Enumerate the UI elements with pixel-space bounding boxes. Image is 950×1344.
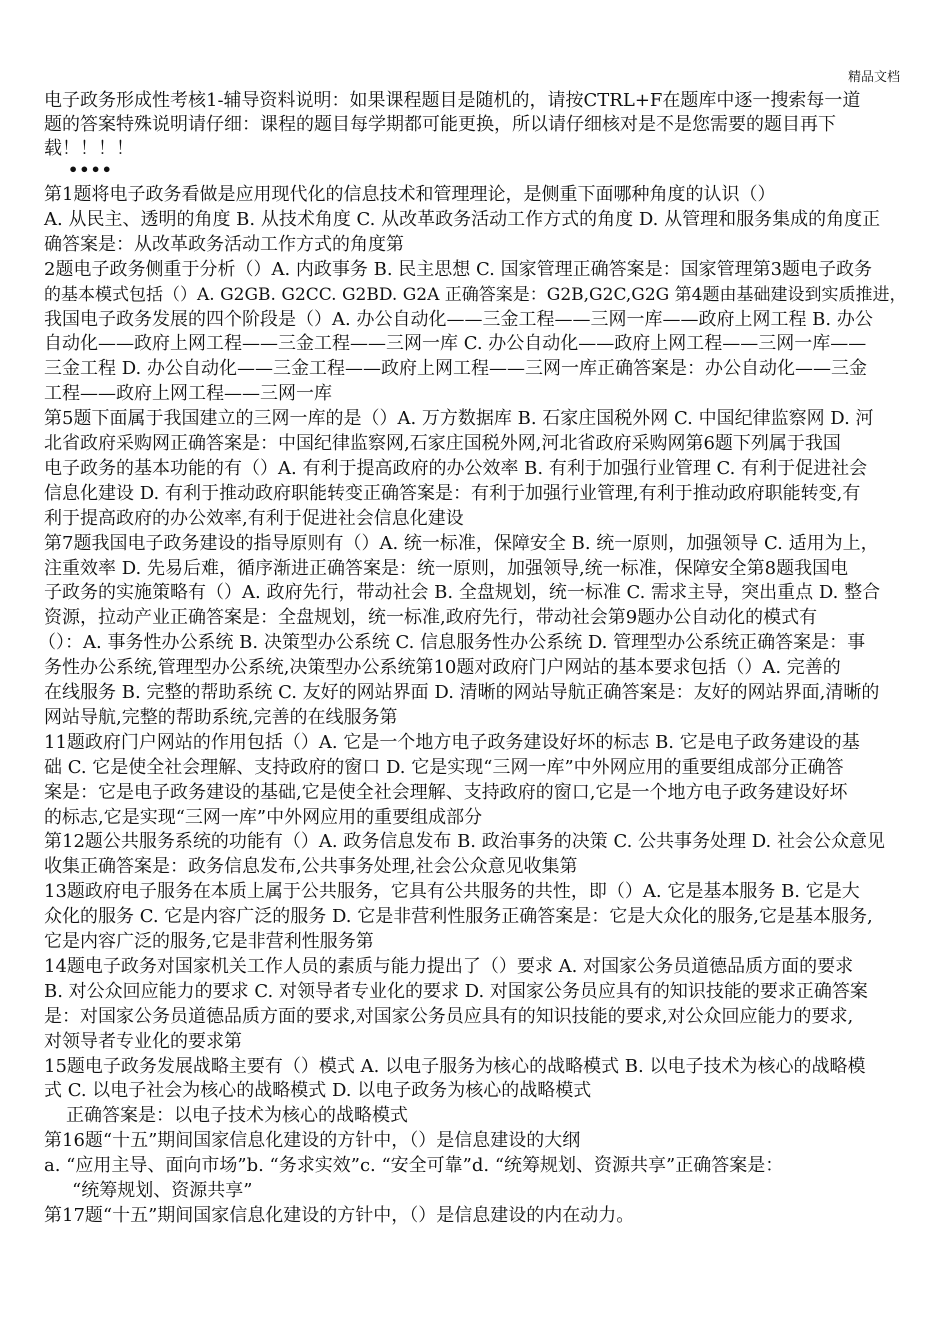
document-line: 自动化——政府上网工程——三金工程——三网一库 C. 办公自动化——政府上网工程——三网一库—— <box>44 333 867 355</box>
document-line: 第12题公共服务系统的功能有（）A. 政务信息发布 B. 政治事务的决策 C. 公共事务处理 D. 社会公众意见 <box>44 831 885 853</box>
document-line: 利于提高政府的办公效率,有利于促进社会信息化建设 <box>44 507 464 529</box>
document-line: 是：对国家公务员道德品质方面的要求,对国家公务员应具有的知识技能的要求,对公众回应能力的要求, <box>44 1005 854 1027</box>
document-line: 信息化建设 D. 有利于推动政府职能转变正确答案是：有利于加强行业管理,有利于推动政府职能转变,有 <box>44 482 861 504</box>
document-line: 11题政府门户网站的作用包括（）A. 它是一个地方电子政务建设好坏的标志 B. 它是电子政务建设的基 <box>44 731 860 753</box>
document-line: 注重效率 D. 先易后难，循序渐进正确答案是：统一原则，加强领导,统一标准，保障安全第8题我国电 <box>44 557 849 579</box>
document-line: 务性办公系统,管理型办公系统,决策型办公系统第10题对政府门户网站的基本要求包括（）A. 完善的 <box>44 657 841 679</box>
document-line: 13题政府电子服务在本质上属于公共服务，它具有公共服务的共性，即（）A. 它是基本服务 B. 它是大 <box>44 881 860 903</box>
separator-dots: •••• <box>68 160 113 179</box>
document-line: 收集正确答案是：政务信息发布,公共事务处理,社会公众意见收集第 <box>44 856 578 878</box>
document-line: 14题电子政务对国家机关工作人员的素质与能力提出了（）要求 A. 对国家公务员道德品质方面的要求 <box>44 955 854 977</box>
document-line: 的基本模式包括（）A. G2GB. G2CC. G2BD. G2A 正确答案是：G2B,G2C,G2G 第4题由基础建设到实质推进， <box>44 284 907 305</box>
document-line: 第5题下面属于我国建立的三网一库的是（）A. 万方数据库 B. 石家庄国税外网 C. 中国纪律监察网 D. 河 <box>44 408 874 430</box>
document-line: 的标志,它是实现“三网一库”中外网应用的重要组成部分 <box>44 806 483 828</box>
document-line: 资源，拉动产业正确答案是：全盘规划，统一标准,政府先行，带动社会第9题办公自动化的模式有 <box>44 607 818 629</box>
document-line: a. “应用主导、面向市场”b. “务求实效”c. “安全可靠”d. “统筹规划、资源共享”正确答案是： <box>44 1155 784 1177</box>
intro-line: 载！！！！ <box>44 138 134 159</box>
document-line: 北省政府采购网正确答案是：中国纪律监察网,石家庄国税外网,河北省政府采购网第6题下列属于我国 <box>44 433 841 454</box>
intro-line: 电子政务形成性考核1-辅导资料说明：如果课程题目是随机的，请按CTRL+F在题库中逐一搜索每一道 <box>44 90 861 111</box>
document-line: 众化的服务 C. 它是内容广泛的服务 D. 它是非营利性服务正确答案是：它是大众化的服务,它是基本服务, <box>44 906 873 928</box>
document-line: 础 C. 它是使全社会理解、支持政府的窗口 D. 它是实现“三网一库”中外网应用的重要组成部分正确答 <box>44 756 844 778</box>
document-line: 15题电子政务发展战略主要有（）模式 A. 以电子服务为核心的战略模式 B. 以电子技术为核心的战略模 <box>44 1055 866 1077</box>
document-line: 2题电子政务侧重于分析（）A. 内政事务 B. 民主思想 C. 国家管理正确答案是：国家管理第3题电子政务 <box>44 258 873 280</box>
document-line: 我国电子政务发展的四个阶段是（）A. 办公自动化——三金工程——三网一库——政府上网工程 B. 办公 <box>44 308 873 330</box>
document-line: 第16题“十五”期间国家信息化建设的方针中，（）是信息建设的大纲 <box>44 1130 581 1152</box>
document-line: A. 从民主、透明的角度 B. 从技术角度 C. 从改革政务活动工作方式的角度 D. 从管理和服务集成的角度正 <box>44 208 881 230</box>
document-line: 第7题我国电子政务建设的指导原则有（）A. 统一标准，保障安全 B. 统一原则，加强领导 C. 适用为上， <box>44 532 879 554</box>
document-line: 三金工程 D. 办公自动化——三金工程——政府上网工程——三网一库正确答案是：办公自动化——三金 <box>44 358 867 380</box>
document-line: 案是：它是电子政务建设的基础,它是使全社会理解、支持政府的窗口,它是一个地方电子政务建设好坏 <box>44 781 848 803</box>
document-line: 工程——政府上网工程——三网一库 <box>44 383 332 405</box>
page-header-label: 精品文档 <box>847 70 900 85</box>
document-line: 它是内容广泛的服务,它是非营利性服务第 <box>44 931 374 952</box>
intro-line: 题的答案特殊说明请仔细：课程的题目每学期都可能更换，所以请仔细核对是不是您需要的题目再下 <box>44 114 836 135</box>
document-line: 正确答案是：以电子技术为核心的战略模式 <box>66 1105 408 1127</box>
document-line: 在线服务 B. 完整的帮助系统 C. 友好的网站界面 D. 清晰的网站导航正确答案是：友好的网站界面,清晰的 <box>44 682 880 703</box>
document-line: 对领导者专业化的要求第 <box>44 1030 242 1052</box>
document-line: 子政务的实施策略有（）A. 政府先行，带动社会 B. 全盘规划，统一标准 C. 需求主导，突出重点 D. 整合 <box>44 582 881 604</box>
document-line: “统筹规划、资源共享” <box>72 1180 253 1201</box>
document-line: （）：A. 事务性办公系统 B. 决策型办公系统 C. 信息服务性办公系统 D. 管理型办公系统正确答案是：事 <box>38 632 866 654</box>
document-line: B. 对公众回应能力的要求 C. 对领导者专业化的要求 D. 对国家公务员应具有的知识技能的要求正确答案 <box>44 980 868 1002</box>
document-line: 第17题“十五”期间国家信息化建设的方针中，（）是信息建设的内在动力。 <box>44 1204 635 1226</box>
document-line: 式 C. 以电子社会为核心的战略模式 D. 以电子政务为核心的战略模式 <box>44 1080 592 1102</box>
document-line: 网站导航,完整的帮助系统,完善的在线服务第 <box>44 706 398 728</box>
document-line: 电子政务的基本功能的有（）A. 有利于提高政府的办公效率 B. 有利于加强行业管理 C. 有利于促进社会 <box>44 457 868 479</box>
document-line: 确答案是：从改革政务活动工作方式的角度第 <box>44 233 404 255</box>
document-line: 第1题将电子政务看做是应用现代化的信息技术和管理理论，是侧重下面哪种角度的认识（） <box>44 184 776 205</box>
